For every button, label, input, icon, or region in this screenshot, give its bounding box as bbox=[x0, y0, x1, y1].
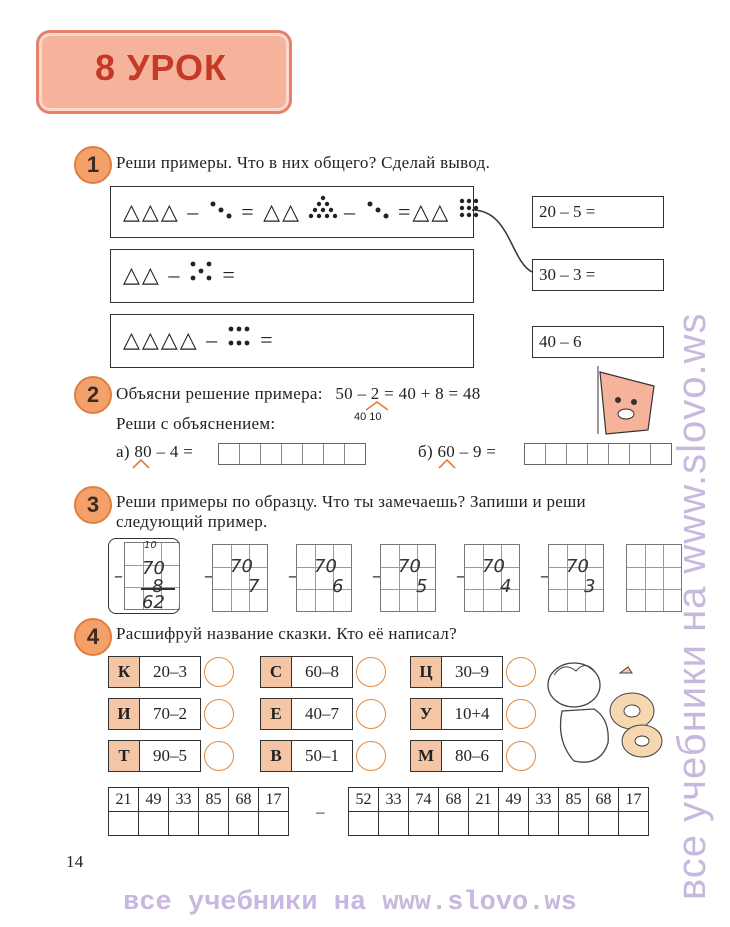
key-box: В 50–1 bbox=[260, 740, 353, 772]
key-box: Ц 30–9 bbox=[410, 656, 503, 688]
task3-grid-2[interactable] bbox=[296, 544, 352, 612]
task-number-3: 3 bbox=[74, 486, 112, 524]
key-box: К 20–3 bbox=[108, 656, 201, 688]
task3-col1-sub: 7 bbox=[248, 576, 260, 597]
minus-sign: – bbox=[114, 566, 123, 587]
footer-watermark[interactable]: все учебники на www.slovo.ws bbox=[123, 888, 577, 918]
task3-sample-top: 70 bbox=[142, 558, 165, 579]
watermark-vertical bbox=[670, 120, 730, 900]
task2-text bbox=[116, 384, 481, 404]
task3-col1-top: 70 bbox=[230, 556, 253, 577]
answer-circle[interactable] bbox=[506, 741, 536, 771]
dots-6-icon bbox=[227, 325, 253, 347]
minus-sign: – bbox=[288, 566, 297, 587]
task3-grid-5[interactable] bbox=[548, 544, 604, 612]
key-box: У 10+4 bbox=[410, 698, 503, 730]
dots-5-icon bbox=[189, 260, 215, 282]
task4-text: Расшифруй название сказки. Кто её написал? bbox=[116, 624, 457, 643]
task1-box-1 bbox=[110, 186, 474, 238]
key-box: И 70–2 bbox=[108, 698, 201, 730]
key-box: Е 40–7 bbox=[260, 698, 353, 730]
answer-row-input[interactable] bbox=[109, 812, 289, 836]
task2-a: а) 80 – 4 = bbox=[116, 442, 194, 461]
answer-circle[interactable] bbox=[356, 741, 386, 771]
task3-grid-1[interactable] bbox=[212, 544, 268, 612]
task1-box-2 bbox=[110, 249, 474, 303]
pig-character-icon bbox=[594, 364, 660, 436]
answer-circle[interactable] bbox=[356, 657, 386, 687]
dots-3-icon bbox=[208, 199, 234, 219]
task1-answer-1: 20 – 5 = bbox=[532, 196, 664, 228]
task2-split: 40 10 bbox=[354, 411, 382, 423]
key-box: Т 90–5 bbox=[108, 740, 201, 772]
watermark-text: все учебники на www.slovo.ws bbox=[670, 312, 714, 900]
answer-row-input[interactable] bbox=[349, 812, 649, 836]
minus-sign: – bbox=[372, 566, 381, 587]
lesson-title: 8 УРОК bbox=[95, 47, 227, 88]
task3-sample-result: 62 bbox=[142, 592, 165, 613]
dots-triangle-icon bbox=[309, 195, 337, 219]
answer-circle[interactable] bbox=[204, 741, 234, 771]
lesson-header bbox=[36, 30, 292, 114]
task3-grid-3[interactable] bbox=[380, 544, 436, 612]
task1-box-1-expression: △△△ – = △△ – =△△ bbox=[123, 195, 484, 225]
page-number: 14 bbox=[66, 852, 84, 871]
dash-separator: – bbox=[316, 802, 325, 821]
minus-sign: – bbox=[204, 566, 213, 587]
caret-icon bbox=[436, 458, 458, 470]
illustration-icon bbox=[540, 655, 670, 775]
task3-col3-top: 70 bbox=[398, 556, 421, 577]
task3-col2-sub: 6 bbox=[332, 576, 344, 597]
answer-table-left: 21 49 33 85 68 17 bbox=[108, 787, 289, 836]
task1-answer-2: 30 – 3 = bbox=[532, 259, 664, 291]
minus-sign: – bbox=[540, 566, 549, 587]
minus-sign: – bbox=[456, 566, 465, 587]
answer-circle[interactable] bbox=[356, 699, 386, 729]
task3-col5-top: 70 bbox=[566, 556, 589, 577]
task3-line2: следующий пример. bbox=[116, 512, 268, 531]
task3-line1: Реши примеры по образцу. Что ты замечаешь? Запиши и реши bbox=[116, 492, 586, 511]
answer-circle[interactable] bbox=[204, 657, 234, 687]
key-box: М 80–6 bbox=[410, 740, 503, 772]
task2-subtext: Реши с объяснением: bbox=[116, 414, 276, 433]
task3-sample-sub: 8 bbox=[152, 576, 164, 597]
task2-example: 50 – 2 = 40 + 8 = 48 bbox=[335, 384, 481, 403]
answer-circle[interactable] bbox=[204, 699, 234, 729]
task3-sample-carry: 10 bbox=[144, 540, 157, 551]
key-box: С 60–8 bbox=[260, 656, 353, 688]
answer-circle[interactable] bbox=[506, 657, 536, 687]
task-number-2: 2 bbox=[74, 376, 112, 414]
task2-prefix: Объясни решение примера: bbox=[116, 384, 323, 403]
task3-col3-sub: 5 bbox=[416, 576, 428, 597]
task2-a-answer-cells[interactable] bbox=[218, 443, 366, 465]
connector-line bbox=[470, 200, 540, 280]
task3-col5-sub: 3 bbox=[584, 576, 596, 597]
background-ghost-text bbox=[290, 50, 690, 130]
task-number-4: 4 bbox=[74, 618, 112, 656]
answer-table-right: 52 33 74 68 21 49 33 85 68 17 bbox=[348, 787, 649, 836]
task1-box-2-expression: △△ – = bbox=[123, 262, 237, 287]
task2-b-answer-cells[interactable] bbox=[524, 443, 672, 465]
task1-answer-3: 40 – 6 bbox=[532, 326, 664, 358]
task3-col4-top: 70 bbox=[482, 556, 505, 577]
task3-col4-sub: 4 bbox=[500, 576, 512, 597]
task3-col2-top: 70 bbox=[314, 556, 337, 577]
caret-icon bbox=[130, 458, 152, 470]
task1-box-3 bbox=[110, 314, 474, 368]
dots-3-icon bbox=[365, 199, 391, 219]
task1-text: Реши примеры. Что в них общего? Сделай вывод. bbox=[116, 153, 491, 172]
task3-grid-4[interactable] bbox=[464, 544, 520, 612]
answer-circle[interactable] bbox=[506, 699, 536, 729]
task2-b: б) 60 – 9 = bbox=[418, 442, 497, 461]
task-number-1: 1 bbox=[74, 146, 112, 184]
task1-box-3-expression: △△△△ – = bbox=[123, 327, 275, 352]
